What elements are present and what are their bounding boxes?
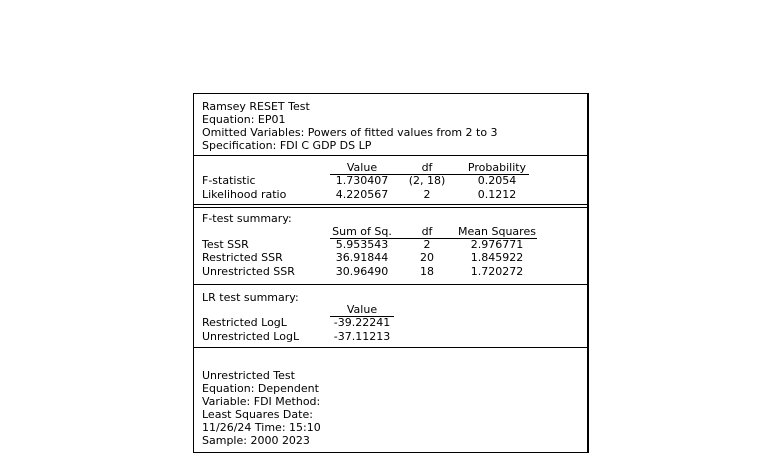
unrestricted-logl-value: -37.11213	[333, 330, 391, 343]
row-label-unrestricted-ssr: Unrestricted SSR	[202, 265, 295, 278]
test-ssr-df: 2	[423, 238, 431, 251]
restricted-ssr-df: 20	[420, 251, 434, 264]
test-ssr-mean-squares: 2.976771	[470, 238, 524, 251]
unrestricted-test-line: Variable: FDI Method:	[202, 395, 321, 408]
double-divider	[194, 204, 587, 208]
unrestricted-ssr-df: 18	[420, 265, 434, 278]
row-label-restricted-logl: Restricted LogL	[202, 316, 287, 329]
divider	[194, 284, 587, 285]
divider	[194, 347, 587, 348]
f-statistic-df: (2, 18)	[408, 174, 446, 187]
divider	[194, 155, 587, 156]
unrestricted-test-line: Sample: 2000 2023	[202, 434, 310, 447]
likelihood-ratio-value: 4.220567	[335, 188, 389, 201]
col-header-value: Value	[346, 303, 378, 316]
row-label-unrestricted-logl: Unrestricted LogL	[202, 330, 300, 343]
row-label-f-statistic: F-statistic	[202, 174, 256, 187]
unrestricted-ssr-sumsq: 30.96490	[335, 265, 389, 278]
col-header-probability: Probability	[467, 161, 527, 174]
col-header-df: df	[421, 161, 433, 174]
col-header-df: df	[421, 225, 433, 238]
f-statistic-value: 1.730407	[335, 174, 389, 187]
restricted-ssr-sumsq: 36.91844	[335, 251, 389, 264]
unrestricted-test-line: 11/26/24 Time: 15:10	[202, 421, 321, 434]
row-label-likelihood-ratio: Likelihood ratio	[202, 188, 287, 201]
col-header-mean-squares: Mean Squares	[458, 225, 536, 238]
unrestricted-test-line: Equation: Dependent	[202, 382, 319, 395]
f-test-summary-title: F-test summary:	[202, 212, 292, 225]
row-label-test-ssr: Test SSR	[202, 238, 249, 251]
test-title: Ramsey RESET Test	[202, 100, 310, 113]
omitted-variables-label: Omitted Variables: Powers of fitted values from 2 to 3	[202, 126, 498, 139]
unrestricted-test-line: Least Squares Date:	[202, 408, 313, 421]
test-ssr-sumsq: 5.953543	[335, 238, 389, 251]
restricted-ssr-mean-squares: 1.845922	[470, 251, 524, 264]
f-statistic-probability: 0.2054	[477, 174, 517, 187]
ramsey-reset-output-panel	[193, 93, 589, 453]
unrestricted-ssr-mean-squares: 1.720272	[470, 265, 524, 278]
likelihood-ratio-probability: 0.1212	[477, 188, 517, 201]
equation-label: Equation: EP01	[202, 113, 286, 126]
col-header-sum-of-squares: Sum of Sq.	[332, 225, 392, 238]
restricted-logl-value: -39.22241	[333, 316, 391, 329]
specification-label: Specification: FDI C GDP DS LP	[202, 139, 372, 152]
unrestricted-test-line: Unrestricted Test	[202, 369, 295, 382]
likelihood-ratio-df: 2	[423, 188, 431, 201]
row-label-restricted-ssr: Restricted SSR	[202, 251, 283, 264]
lr-test-summary-title: LR test summary:	[202, 291, 299, 304]
col-header-value: Value	[346, 161, 378, 174]
